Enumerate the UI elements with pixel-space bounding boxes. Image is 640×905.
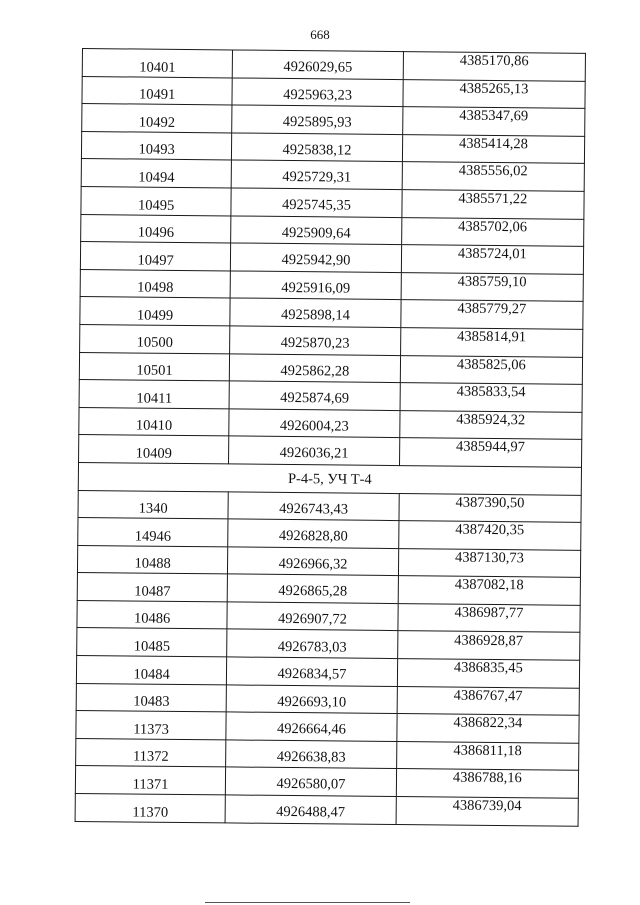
y-coordinate-cell: 4385265,13 (403, 79, 586, 108)
y-coordinate-cell: 4385825,06 (400, 355, 583, 384)
y-coordinate-cell: 4386811,18 (396, 741, 579, 770)
x-coordinate-cell: 4925916,09 (230, 271, 401, 300)
x-coordinate-cell: 4925898,14 (230, 298, 401, 327)
x-coordinate-cell: 4926638,83 (226, 740, 397, 769)
point-id-cell: 10494 (81, 159, 232, 188)
x-coordinate-cell: 4925729,31 (231, 160, 402, 189)
x-coordinate-cell: 4926036,21 (229, 436, 400, 465)
x-coordinate-cell: 4926004,23 (229, 409, 400, 438)
section-title: Р-4-5, УЧ Т-4 (78, 462, 581, 494)
y-coordinate-cell: 4387390,50 (399, 493, 582, 522)
x-coordinate-cell: 4925838,12 (232, 133, 403, 162)
point-id-cell: 10401 (82, 49, 233, 78)
x-coordinate-cell: 4926828,80 (228, 519, 399, 548)
point-id-cell: 14946 (78, 518, 229, 547)
x-coordinate-cell: 4926966,32 (228, 547, 399, 576)
point-id-cell: 10497 (80, 242, 231, 271)
table-body-after-section (75, 490, 581, 826)
y-coordinate-cell: 4385814,91 (400, 328, 583, 357)
y-coordinate-cell: 4385944,97 (399, 438, 582, 467)
x-coordinate-cell: 4926664,46 (226, 712, 397, 741)
point-id-cell: 10485 (77, 628, 228, 657)
y-coordinate-cell: 4385414,28 (402, 134, 585, 163)
point-id-cell: 10493 (81, 131, 232, 160)
point-id-cell: 11371 (75, 766, 226, 795)
x-coordinate-cell: 4925963,23 (232, 78, 403, 107)
point-id-cell: 1340 (78, 490, 229, 519)
point-id-cell: 10498 (80, 269, 231, 298)
point-id-cell: 10492 (82, 104, 233, 133)
point-id-cell: 10495 (81, 186, 232, 215)
point-id-cell: 10483 (76, 683, 227, 712)
y-coordinate-cell: 4386788,16 (396, 769, 579, 798)
y-coordinate-cell: 4385833,54 (400, 383, 583, 412)
x-coordinate-cell: 4925895,93 (232, 105, 403, 134)
point-id-cell: 10496 (81, 214, 232, 243)
point-id-cell: 10499 (80, 297, 231, 326)
y-coordinate-cell: 4385924,32 (399, 410, 582, 439)
point-id-cell: 11372 (76, 738, 227, 767)
x-coordinate-cell: 4926834,57 (227, 657, 398, 686)
table-row (75, 794, 578, 826)
y-coordinate-cell: 4385571,22 (402, 190, 585, 219)
table-body-before-section (79, 49, 586, 468)
x-coordinate-cell: 4926693,10 (226, 685, 397, 714)
y-coordinate-cell: 4387420,35 (398, 521, 581, 550)
point-id-cell: 10500 (80, 324, 231, 353)
y-coordinate-cell: 4385759,10 (401, 272, 584, 301)
y-coordinate-cell: 4385170,86 (403, 52, 586, 81)
point-id-cell: 10484 (76, 656, 227, 685)
x-coordinate-cell: 4925862,28 (230, 353, 401, 382)
x-coordinate-cell: 4926488,47 (225, 795, 396, 824)
y-coordinate-cell: 4385779,27 (401, 300, 584, 329)
x-coordinate-cell: 4926743,43 (228, 491, 399, 520)
point-id-cell: 10410 (79, 407, 230, 436)
page-number: 668 (310, 27, 330, 42)
y-coordinate-cell: 4385724,01 (401, 245, 584, 274)
x-coordinate-cell: 4926029,65 (233, 50, 404, 79)
point-id-cell: 10409 (79, 435, 230, 464)
y-coordinate-cell: 4386767,47 (397, 686, 580, 715)
point-id-cell: 10491 (82, 76, 233, 105)
y-coordinate-cell: 4386739,04 (396, 797, 579, 826)
y-coordinate-cell: 4386822,34 (397, 714, 580, 743)
bottom-rule (205, 902, 410, 903)
y-coordinate-cell: 4385347,69 (402, 107, 585, 136)
x-coordinate-cell: 4926865,28 (227, 574, 398, 603)
y-coordinate-cell: 4387082,18 (398, 576, 581, 605)
y-coordinate-cell: 4386928,87 (397, 631, 580, 660)
point-id-cell: 10486 (77, 600, 228, 629)
x-coordinate-cell: 4926907,72 (227, 602, 398, 631)
x-coordinate-cell: 4925745,35 (231, 188, 402, 217)
coordinates-table (75, 48, 586, 826)
y-coordinate-cell: 4385702,06 (401, 217, 584, 246)
x-coordinate-cell: 4925874,69 (229, 381, 400, 410)
point-id-cell: 10411 (79, 380, 230, 409)
point-id-cell: 10501 (79, 352, 230, 381)
x-coordinate-cell: 4925909,64 (231, 216, 402, 245)
point-id-cell: 10488 (77, 545, 228, 574)
point-id-cell: 10487 (77, 573, 228, 602)
point-id-cell: 11373 (76, 711, 227, 740)
x-coordinate-cell: 4925870,23 (230, 326, 401, 355)
x-coordinate-cell: 4925942,90 (231, 243, 402, 272)
x-coordinate-cell: 4926783,03 (227, 629, 398, 658)
x-coordinate-cell: 4926580,07 (226, 767, 397, 796)
y-coordinate-cell: 4385556,02 (402, 162, 585, 191)
point-id-cell: 11370 (75, 794, 226, 823)
y-coordinate-cell: 4386835,45 (397, 659, 580, 688)
y-coordinate-cell: 4387130,73 (398, 548, 581, 577)
y-coordinate-cell: 4386987,77 (398, 603, 581, 632)
